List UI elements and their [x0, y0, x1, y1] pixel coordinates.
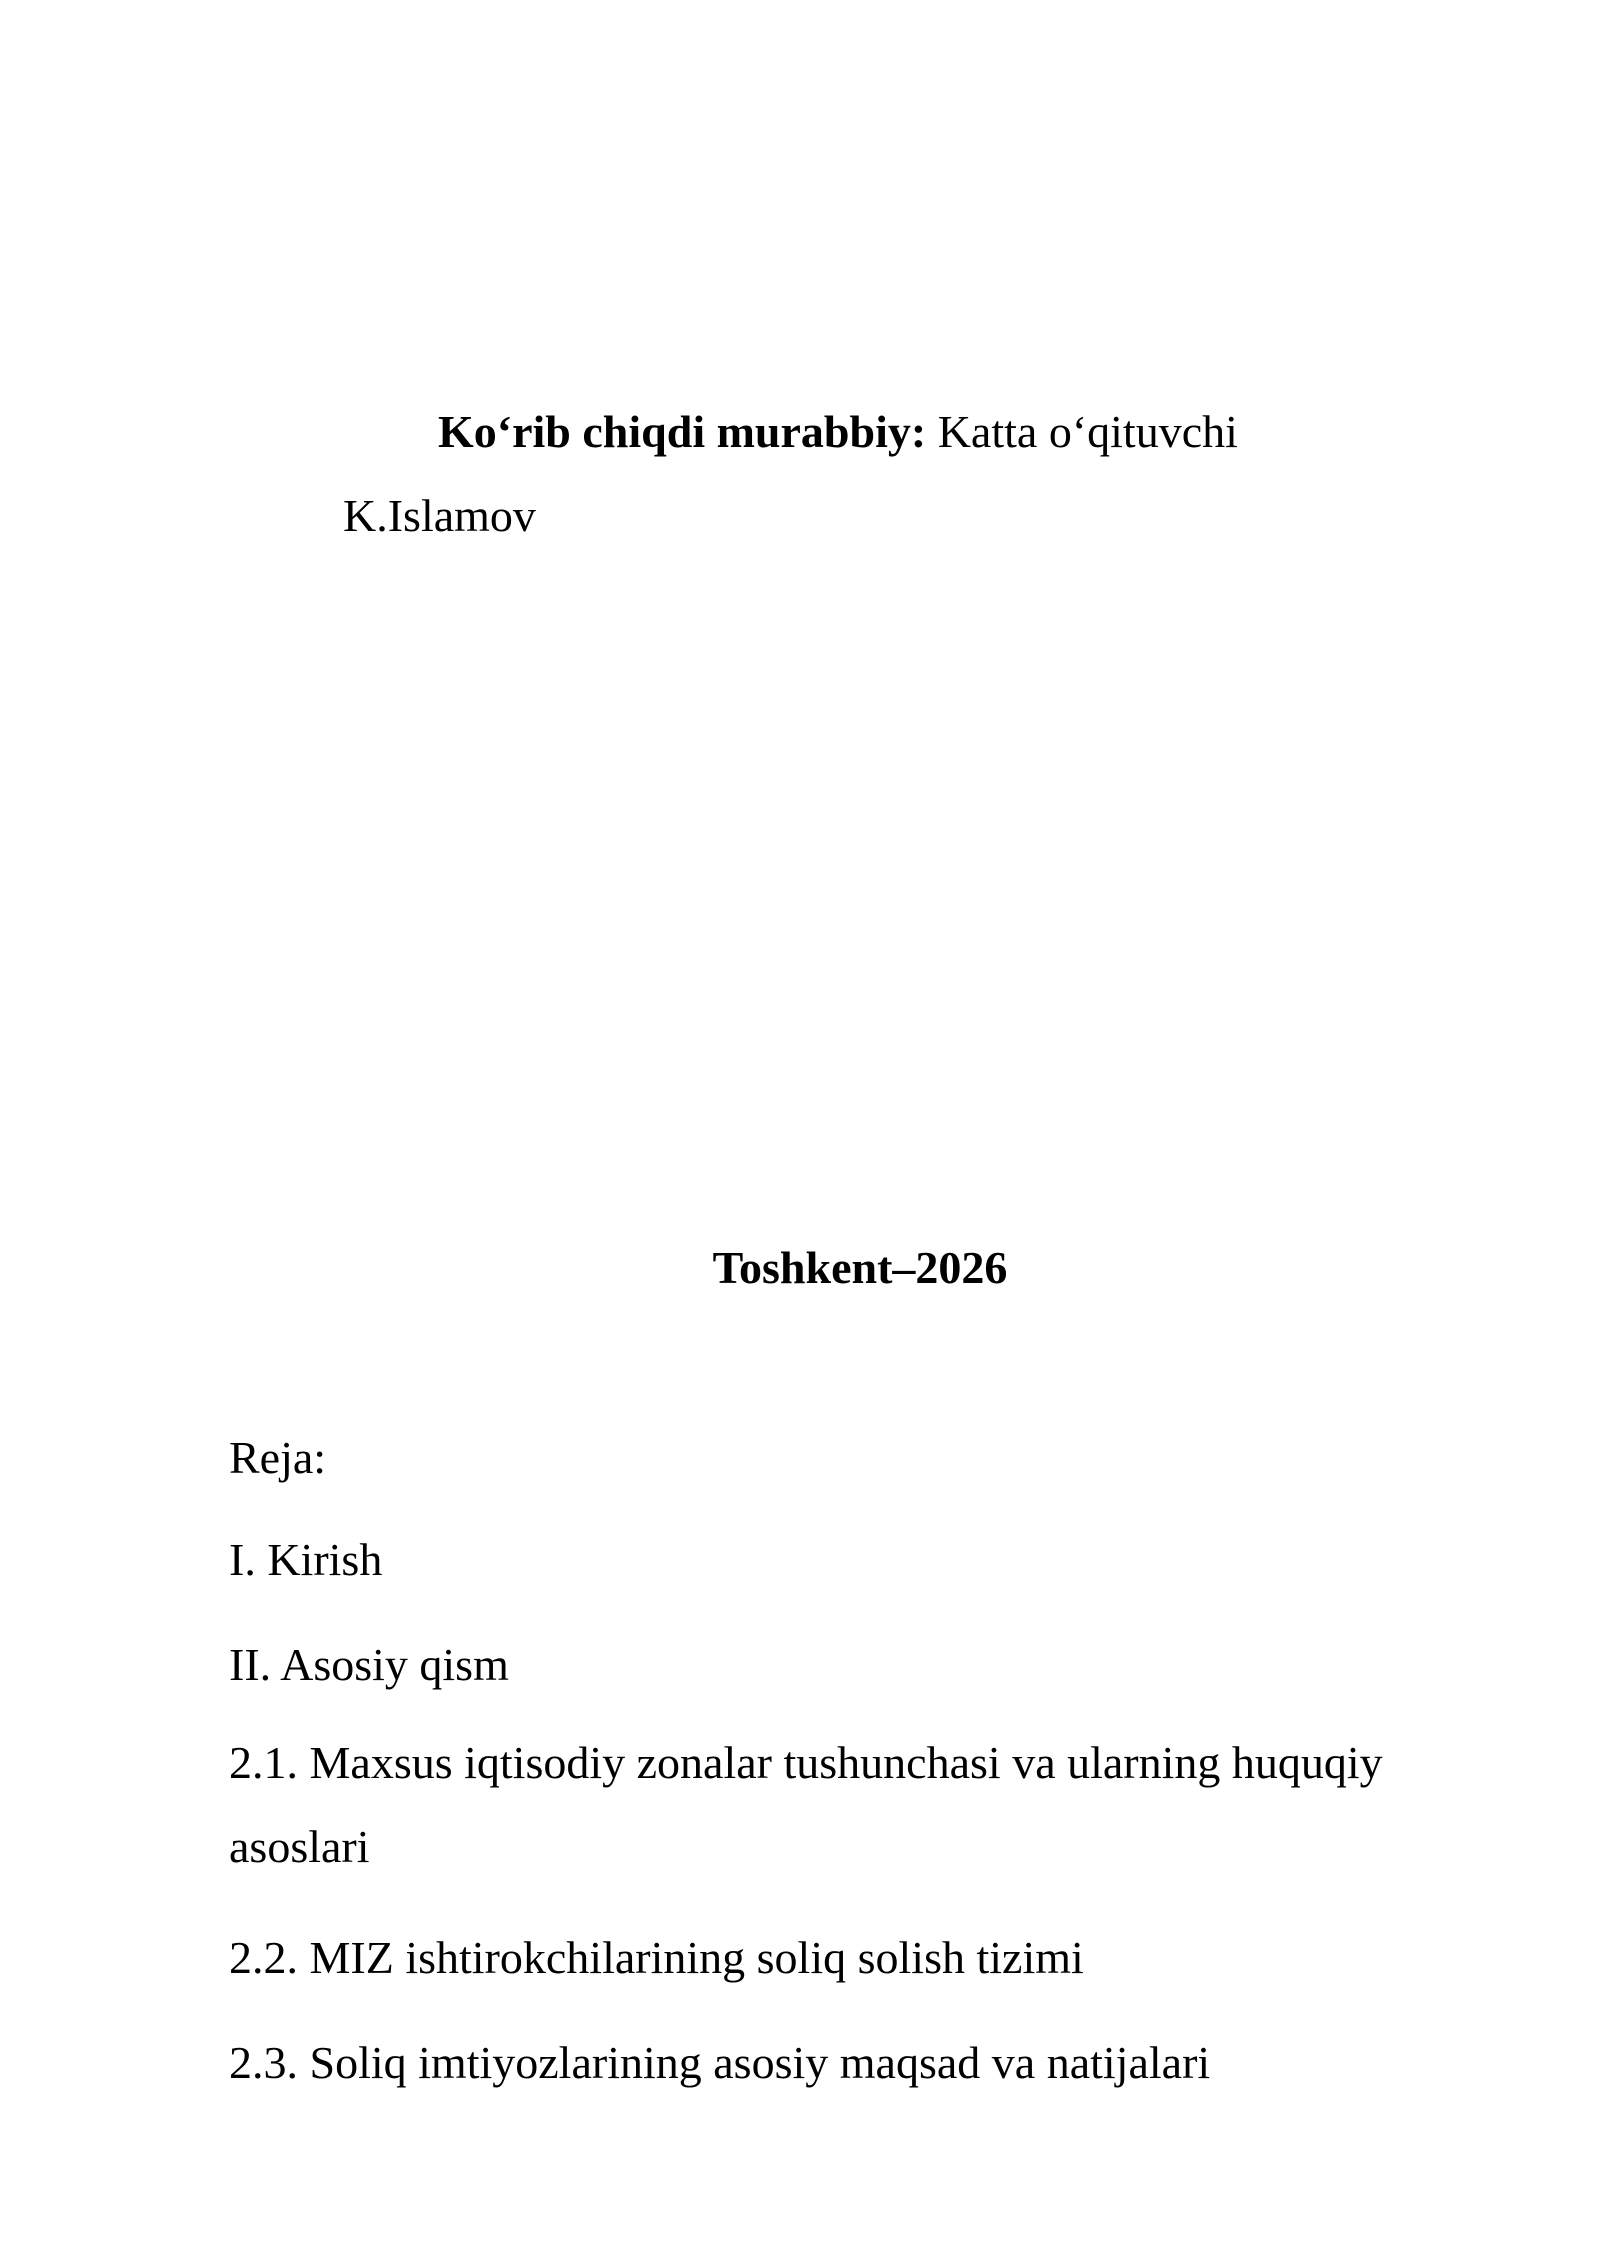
city-year: Toshkent–2026 — [712, 1242, 1008, 1293]
plan-item-main-part: II. Asosiy qism — [229, 1639, 509, 1690]
plan-item-2-2: 2.2. MIZ ishtirokchilarining soliq solish tizimi — [229, 1932, 1084, 1983]
reviewer-line — [438, 404, 1238, 460]
reviewer-title: Katta o‘qituvchi — [937, 406, 1238, 457]
plan-item-introduction: I. Kirish — [229, 1534, 383, 1585]
plan-title: Reja: — [229, 1432, 327, 1483]
plan-item-2-1: 2.1. Maxsus iqtisodiy zonalar tushunchasi va ularning huquqiy asoslari — [229, 1737, 1383, 1872]
plan-item-2-3: 2.3. Soliq imtiyozlarining asosiy maqsad va natijalari — [229, 2037, 1211, 2088]
reviewer-label: Ko‘rib chiqdi murabbiy: — [438, 406, 927, 457]
reviewer-name: K.Islamov — [343, 490, 536, 541]
